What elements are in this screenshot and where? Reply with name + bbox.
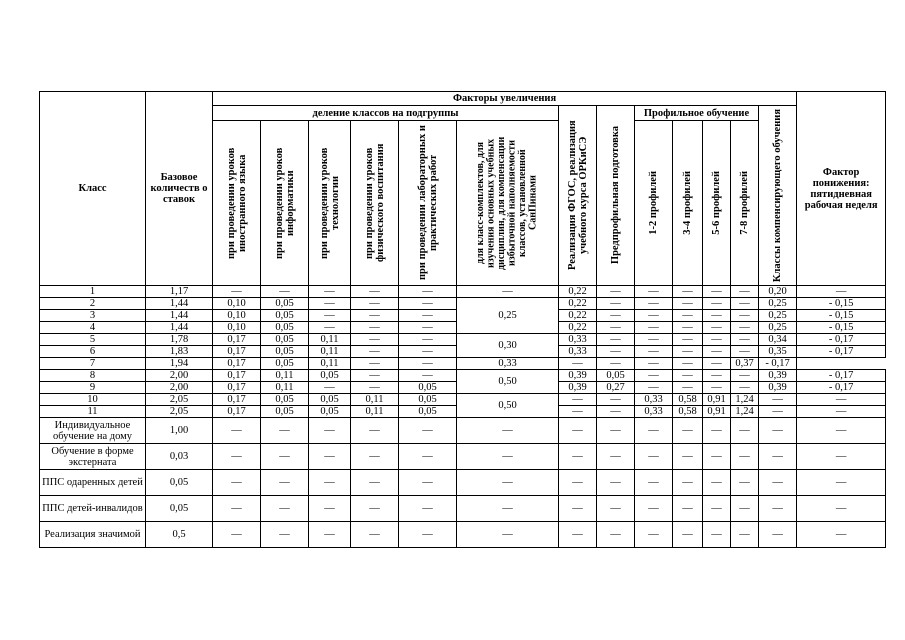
header-preprofile-text: Предпрофильная подготовка (610, 126, 621, 265)
cell-p3: — (703, 298, 731, 310)
coefficients-table-container (39, 91, 885, 548)
cell-base: 0,05 (146, 470, 213, 496)
cell-p1: — (635, 370, 673, 382)
cell-class: Индивидуальное обучение на дому (40, 418, 146, 444)
cell-pp: — (597, 394, 635, 406)
table-row (40, 444, 886, 470)
cell-b: 2,05 (146, 406, 213, 418)
cell-p2: — (635, 358, 673, 370)
cell-pp: — (597, 334, 635, 346)
cell-k: 0,25 (759, 322, 797, 334)
cell-c: 3 (40, 310, 146, 322)
cell-dash: — (635, 418, 673, 444)
cell-p1: — (635, 310, 673, 322)
cell-c: 11 (40, 406, 146, 418)
cell-d: - 0,17 (797, 334, 886, 346)
cell-l: — (399, 358, 457, 370)
cell-class: ППС одаренных детей (40, 470, 146, 496)
cell-fg: 0,33 (559, 334, 597, 346)
cell-f: — (351, 286, 399, 298)
cell-dash: — (457, 418, 559, 444)
cell-p2: — (673, 370, 703, 382)
cell-b: 1,44 (146, 322, 213, 334)
cell-dash: — (759, 496, 797, 522)
cell-l: — (399, 286, 457, 298)
cell-p2: — (673, 334, 703, 346)
cell-a: 0,17 (213, 406, 261, 418)
cell-fg: 0,33 (559, 346, 597, 358)
cell-a: 0,17 (213, 394, 261, 406)
cell-inf: 0,11 (261, 382, 309, 394)
cell-dash: — (261, 418, 309, 444)
cell-t: 0,11 (309, 334, 351, 346)
header-div-foreign (213, 121, 261, 286)
cell-p4: — (731, 298, 759, 310)
cell-b: 2,05 (146, 394, 213, 406)
cell-fg: 0,39 (559, 370, 597, 382)
header-compensating (759, 106, 797, 286)
cell-a: 0,17 (213, 370, 261, 382)
cell-a: 0,17 (213, 382, 261, 394)
header-factor-down: Фактор понижения: пятидневная рабочая неделя (797, 92, 886, 286)
header-div-informatics (261, 121, 309, 286)
cell-p1: — (635, 382, 673, 394)
table-row (40, 522, 886, 548)
cell-k: 0,34 (759, 334, 797, 346)
cell-dash: — (703, 496, 731, 522)
cell-p2: — (673, 286, 703, 298)
cell-c: 2 (40, 298, 146, 310)
cell-p3: — (703, 382, 731, 394)
cell-dash: — (559, 444, 597, 470)
cell-dash: — (399, 418, 457, 444)
cell-pp: — (597, 298, 635, 310)
cell-pp: — (597, 286, 635, 298)
cell-l: 0,05 (399, 394, 457, 406)
cell-d: — (797, 286, 886, 298)
cell-k: 0,35 (759, 346, 797, 358)
cell-dash: — (457, 496, 559, 522)
cell-k: — (759, 394, 797, 406)
cell-inf: 0,05 (261, 358, 309, 370)
header-profile-1-2-text: 1-2 профилей (648, 171, 659, 235)
header-profile-1-2 (635, 121, 673, 286)
cell-dash: — (673, 496, 703, 522)
cell-p1: — (597, 358, 635, 370)
cell-c: 8 (40, 370, 146, 382)
cell-dash: — (673, 522, 703, 548)
header-profile-7-8-text: 7-8 профилей (739, 171, 750, 235)
cell-dash: — (351, 496, 399, 522)
cell-p2: — (673, 382, 703, 394)
cell-fg: 0,33 (457, 358, 559, 370)
cell-p3: — (703, 322, 731, 334)
cell-k: 0,39 (759, 382, 797, 394)
cell-p4: 1,24 (731, 406, 759, 418)
cell-a: — (213, 286, 261, 298)
cell-dash: — (597, 418, 635, 444)
cell-c: 9 (40, 382, 146, 394)
extra-rows (40, 418, 886, 548)
cell-inf: 0,05 (261, 322, 309, 334)
cell-dash: — (309, 496, 351, 522)
class-rows (40, 286, 886, 418)
header-profile-5-6 (703, 121, 731, 286)
cell-d: - 0,15 (797, 322, 886, 334)
cell-dash: — (213, 418, 261, 444)
cell-dash: — (597, 522, 635, 548)
cell-inf: 0,05 (261, 346, 309, 358)
cell-pp: — (597, 310, 635, 322)
cell-dash: — (351, 418, 399, 444)
cell-d: - 0,17 (797, 370, 886, 382)
cell-dash: — (559, 522, 597, 548)
cell-dash: — (673, 444, 703, 470)
cell-l: — (399, 310, 457, 322)
cell-dash: — (635, 522, 673, 548)
cell-dash: — (597, 444, 635, 470)
cell-pp: — (597, 322, 635, 334)
cell-l: 0,05 (399, 406, 457, 418)
cell-c: 4 (40, 322, 146, 334)
header-profile-5-6-text: 5-6 профилей (711, 171, 722, 235)
cell-b: 1,83 (146, 346, 213, 358)
header-fgos (559, 106, 597, 286)
header-compensating-text: Классы компенсирующего обучения (772, 108, 784, 283)
cell-p1: 0,33 (635, 394, 673, 406)
cell-b: 2,00 (146, 370, 213, 382)
cell-inf: 0,05 (261, 406, 309, 418)
cell-p4: — (731, 334, 759, 346)
cell-class: Обучение в форме экстерната (40, 444, 146, 470)
header-division: деление классов на подгруппы (213, 106, 559, 121)
cell-t: 0,11 (309, 346, 351, 358)
header-profile-7-8 (731, 121, 759, 286)
cell-f: — (351, 334, 399, 346)
cell-d: - 0,17 (797, 382, 886, 394)
cell-b: 1,44 (146, 310, 213, 322)
cell-f: — (351, 370, 399, 382)
cell-p2: — (673, 298, 703, 310)
cell-pp: 0,27 (597, 382, 635, 394)
cell-dash: — (703, 522, 731, 548)
header-base-rates: Базовое количеств о ставок (146, 92, 213, 286)
cell-fg: 0,22 (559, 322, 597, 334)
cell-inf: 0,11 (261, 370, 309, 382)
header-div-technology (309, 121, 351, 286)
cell-dash: — (673, 418, 703, 444)
cell-class: Реализация значимой (40, 522, 146, 548)
cell-p1: — (635, 298, 673, 310)
header-div-lab-text: при проведении лабораторных и практических работ (416, 125, 439, 281)
cell-p1: — (635, 322, 673, 334)
cell-p3: — (703, 334, 731, 346)
cell-p3: — (703, 346, 731, 358)
cell-f: — (351, 298, 399, 310)
cell-p2: 0,58 (673, 406, 703, 418)
cell-p3: — (703, 310, 731, 322)
cell-dash: — (731, 418, 759, 444)
cell-base: 0,05 (146, 496, 213, 522)
cell-d: — (797, 394, 886, 406)
cell-fg: 0,39 (559, 382, 597, 394)
cell-dash: — (309, 418, 351, 444)
cell-dash: — (559, 418, 597, 444)
cell-d: - 0,17 (759, 358, 797, 370)
cell-dash: — (559, 496, 597, 522)
header-factors-up: Факторы увеличения (213, 92, 797, 106)
cell-a: 0,10 (213, 322, 261, 334)
cell-dash: — (797, 496, 886, 522)
header-preprofile (597, 106, 635, 286)
cell-p3: — (703, 370, 731, 382)
cell-fg: 0,22 (559, 286, 597, 298)
cell-dash: — (797, 444, 886, 470)
cell-f: 0,11 (351, 394, 399, 406)
cell-p2: — (673, 346, 703, 358)
cell-dash: — (759, 418, 797, 444)
cell-complex-merged: 0,50 (457, 370, 559, 394)
cell-dash: — (759, 522, 797, 548)
table-row (40, 286, 886, 298)
cell-dash: — (457, 522, 559, 548)
cell-dash: — (457, 444, 559, 470)
header-profile-3-4 (673, 121, 703, 286)
cell-inf: 0,05 (261, 394, 309, 406)
cell-dash: — (731, 444, 759, 470)
cell-dash: — (213, 522, 261, 548)
cell-dash: — (213, 496, 261, 522)
cell-t: — (309, 298, 351, 310)
table-row (40, 370, 886, 382)
cell-dash: — (261, 470, 309, 496)
cell-inf: 0,05 (261, 298, 309, 310)
cell-dash: — (797, 418, 886, 444)
cell-f: — (351, 382, 399, 394)
table-row (40, 298, 886, 310)
cell-dash: — (703, 470, 731, 496)
cell-p2: — (673, 310, 703, 322)
cell-fg: 0,22 (559, 310, 597, 322)
cell-t: — (309, 310, 351, 322)
cell-base: 1,00 (146, 418, 213, 444)
cell-dash: — (635, 444, 673, 470)
cell-d: — (797, 406, 886, 418)
cell-t: — (309, 382, 351, 394)
cell-class: ППС детей-инвалидов (40, 496, 146, 522)
cell-pp: — (597, 406, 635, 418)
cell-dash: — (309, 444, 351, 470)
header-div-informatics-text: при проведении уроков информатики (273, 147, 296, 259)
cell-t: 0,05 (309, 370, 351, 382)
table-row (40, 394, 886, 406)
cell-dash: — (399, 470, 457, 496)
cell-k: 0,20 (759, 286, 797, 298)
cell-l: — (399, 346, 457, 358)
cell-dash: — (399, 496, 457, 522)
cell-p1: — (635, 346, 673, 358)
cell-pp: — (597, 346, 635, 358)
cell-inf: 0,05 (261, 310, 309, 322)
cell-dash: — (309, 470, 351, 496)
cell-dash: — (351, 444, 399, 470)
cell-dash: — (731, 470, 759, 496)
cell-f: 0,11 (351, 406, 399, 418)
cell-b: 1,94 (146, 358, 213, 370)
cell-dash: — (213, 470, 261, 496)
cell-dash: — (309, 522, 351, 548)
cell-p1: — (635, 334, 673, 346)
cell-dash: — (703, 444, 731, 470)
cell-dash: — (261, 444, 309, 470)
cell-c: 1 (40, 286, 146, 298)
cell-c: 5 (40, 334, 146, 346)
cell-d: - 0,15 (797, 310, 886, 322)
cell-dash: — (797, 470, 886, 496)
cell-p1: — (635, 286, 673, 298)
header-div-lab (399, 121, 457, 286)
cell-t: 0,05 (309, 406, 351, 418)
cell-k: 0,25 (759, 310, 797, 322)
cell-t: 0,05 (309, 394, 351, 406)
cell-a: 0,17 (213, 334, 261, 346)
cell-l: — (399, 370, 457, 382)
cell-p4: — (731, 310, 759, 322)
cell-l: — (399, 334, 457, 346)
cell-p3: 0,91 (703, 406, 731, 418)
header-profile: Профильное обучение (635, 106, 759, 121)
cell-f: — (351, 358, 399, 370)
cell-complex-merged: 0,50 (457, 394, 559, 418)
cell-f: — (351, 310, 399, 322)
cell-dash: — (213, 444, 261, 470)
cell-dash: — (703, 418, 731, 444)
table-row (40, 470, 886, 496)
cell-dash: — (559, 470, 597, 496)
cell-a: 0,17 (213, 346, 261, 358)
cell-dash: — (673, 470, 703, 496)
cell-complex-merged: 0,30 (457, 334, 559, 358)
cell-dash: — (351, 470, 399, 496)
cell-dash: — (635, 470, 673, 496)
cell-c: 10 (40, 394, 146, 406)
cell-dash: — (731, 496, 759, 522)
cell-pp: — (559, 358, 597, 370)
cell-a: 0,17 (213, 358, 261, 370)
cell-inf: 0,05 (261, 334, 309, 346)
cell-fg: — (559, 394, 597, 406)
cell-f: — (351, 322, 399, 334)
cell-pp: 0,05 (597, 370, 635, 382)
cell-k: 0,39 (759, 370, 797, 382)
cell-k: — (759, 406, 797, 418)
cell-b: 2,00 (146, 382, 213, 394)
table-row (40, 496, 886, 522)
cell-a: 0,10 (213, 310, 261, 322)
cell-dash: — (399, 444, 457, 470)
cell-fg: 0,22 (559, 298, 597, 310)
cell-dash: — (261, 522, 309, 548)
cell-p3: 0,91 (703, 394, 731, 406)
cell-f: — (351, 346, 399, 358)
cell-l: 0,05 (399, 382, 457, 394)
cell-dash: — (597, 470, 635, 496)
coefficients-table (39, 91, 886, 548)
cell-dash: — (759, 470, 797, 496)
cell-dash: — (635, 496, 673, 522)
table-row (40, 418, 886, 444)
cell-t: — (309, 286, 351, 298)
cell-b: 1,44 (146, 298, 213, 310)
cell-dash: — (457, 470, 559, 496)
header-div-technology-text: при проведении уроков технологии (318, 147, 341, 259)
cell-t: 0,11 (309, 358, 351, 370)
cell-p4: — (731, 346, 759, 358)
cell-base: 0,5 (146, 522, 213, 548)
header-div-foreign-text: при проведении уроков иностранного языка (225, 147, 248, 259)
cell-p4: — (731, 286, 759, 298)
cell-a: 0,10 (213, 298, 261, 310)
cell-c: 6 (40, 346, 146, 358)
cell-p2: — (673, 322, 703, 334)
cell-p3: — (673, 358, 703, 370)
header-profile-3-4-text: 3-4 профилей (682, 171, 693, 235)
header-div-pe-text: при проведении уроков физического воспитания (363, 143, 386, 263)
header-class: Класс (40, 92, 146, 286)
cell-complex-merged: 0,25 (457, 298, 559, 334)
cell-complex-merged: — (457, 286, 559, 298)
cell-l: — (399, 298, 457, 310)
cell-p4: — (731, 382, 759, 394)
header-div-pe (351, 121, 399, 286)
cell-p1: 0,33 (635, 406, 673, 418)
cell-l: — (399, 322, 457, 334)
header-div-complex-text: для класс-комплектов, для изучения основных учебных дисциплин, для компенсации избыточной наполняемости классов, установленной СанПинами (475, 136, 539, 270)
cell-fg: — (559, 406, 597, 418)
cell-dash: — (261, 496, 309, 522)
cell-p4: 1,24 (731, 394, 759, 406)
cell-dash: — (797, 522, 886, 548)
cell-p4: — (703, 358, 731, 370)
cell-dash: — (399, 522, 457, 548)
cell-d: - 0,17 (797, 346, 886, 358)
cell-b: 1,78 (146, 334, 213, 346)
cell-base: 0,03 (146, 444, 213, 470)
table-row (40, 334, 886, 346)
cell-k: 0,25 (759, 298, 797, 310)
header-fgos-text: Реализация ФГОС, реализация учебного курса ОРКиСЭ (566, 120, 589, 271)
cell-c: 7 (40, 358, 146, 370)
cell-inf: — (261, 286, 309, 298)
table-row (40, 358, 886, 370)
cell-p4: — (731, 370, 759, 382)
cell-dash: — (731, 522, 759, 548)
cell-p2: 0,58 (673, 394, 703, 406)
cell-p3: — (703, 286, 731, 298)
cell-p4: — (731, 322, 759, 334)
cell-k: 0,37 (731, 358, 759, 370)
cell-b: 1,17 (146, 286, 213, 298)
header-div-complex (457, 121, 559, 286)
cell-dash: — (597, 496, 635, 522)
cell-d: - 0,15 (797, 298, 886, 310)
cell-t: — (309, 322, 351, 334)
cell-dash: — (759, 444, 797, 470)
cell-dash: — (351, 522, 399, 548)
